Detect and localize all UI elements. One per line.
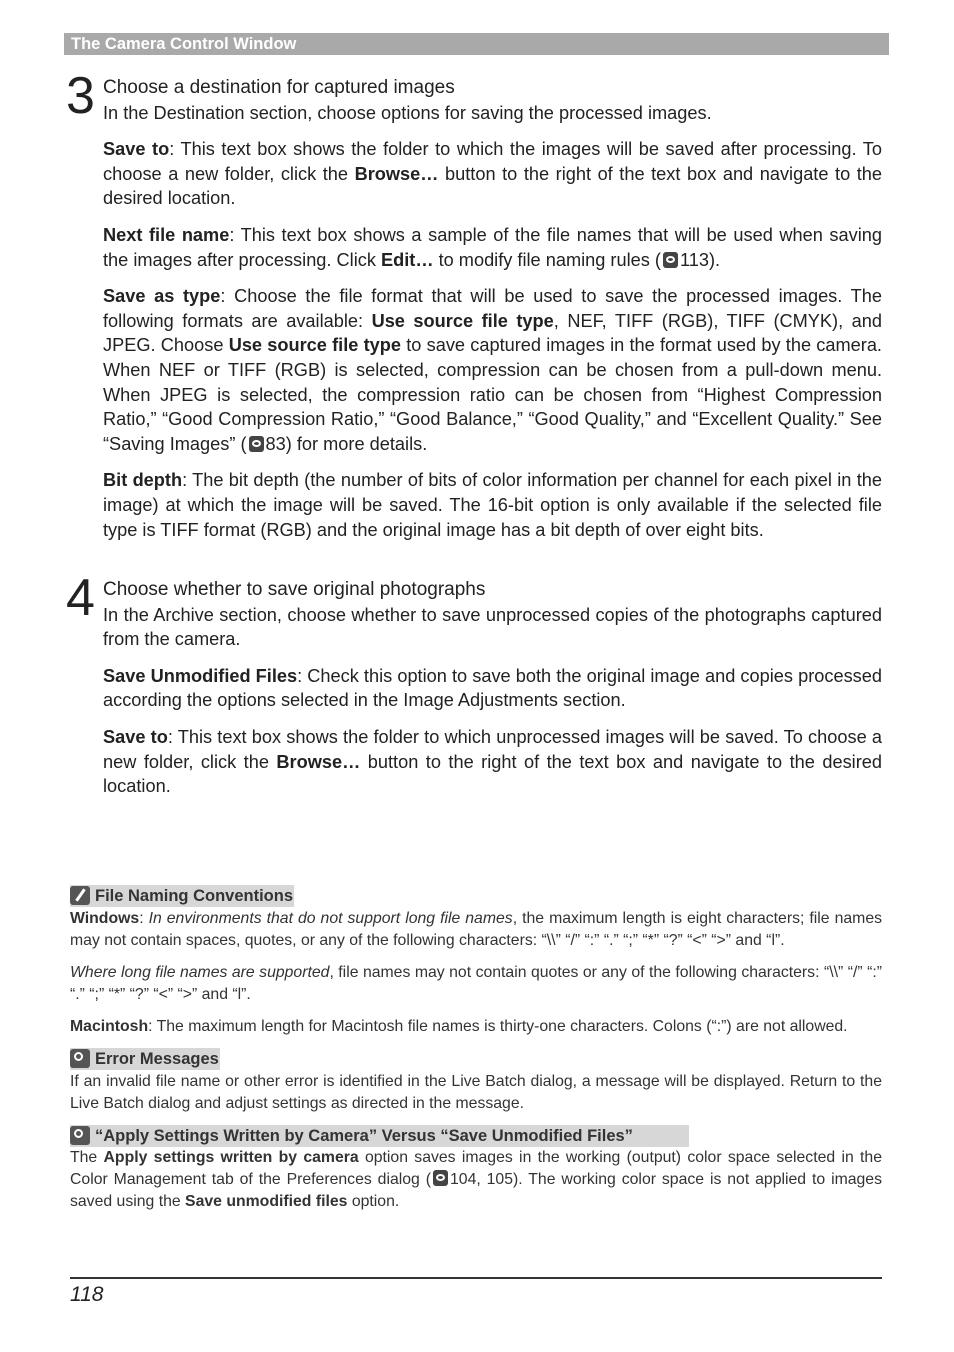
page-reference-icon bbox=[433, 1170, 448, 1186]
step-3 bbox=[66, 67, 886, 554]
save-unmodified-label: Save Unmodified Files bbox=[103, 665, 298, 686]
page-reference: 104, 105 bbox=[450, 1171, 514, 1188]
macintosh-paragraph: Macintosh: The maximum length for Macintosh file names is thirty-one characters. Colons (“:”) are not allowed. bbox=[70, 1018, 848, 1035]
note-heading: Error Messages bbox=[70, 1048, 220, 1070]
notes-section bbox=[70, 885, 882, 1223]
file-naming-note bbox=[70, 885, 882, 1038]
page-reference-icon bbox=[249, 436, 264, 452]
step-title: Choose a destination for captured images bbox=[103, 77, 455, 98]
next-file-name-paragraph: Next file name: This text box shows a sample of the file names that will be used when saving the images after processing. Click Edit… to modify file naming rules ( 113). bbox=[103, 224, 882, 270]
bit-depth-label: Bit depth bbox=[103, 470, 183, 491]
save-to-label: Save to bbox=[103, 139, 170, 160]
browse-button-ref: Browse… bbox=[276, 751, 361, 772]
page-reference: 113 bbox=[679, 249, 709, 270]
save-to-paragraph: Save to: This text box shows the folder to which the images will be saved after processing. To choose a new folder, click the Browse… button to the right of the text box and navigate to the desired location. bbox=[103, 139, 883, 209]
apply-settings-note bbox=[70, 1125, 882, 1213]
step-title: Choose whether to save original photographs bbox=[103, 579, 486, 600]
edit-button-ref: Edit… bbox=[380, 249, 434, 270]
apply-settings-text: The Apply settings written by camera option saves images in the working (output) color space selected in the Color Management tab of the Preferences dialog ( 104, 105). The working color space is not applied to images saved using the Save unmodified files option. bbox=[70, 1149, 882, 1210]
save-as-type-label: Save as type bbox=[103, 286, 221, 307]
step-number: 4 bbox=[66, 569, 95, 627]
windows-paragraph: Windows: In environments that do not support long file names, the maximum length is eight characters; file names may not contain spaces, quotes, or any of the following characters: “\\” “/” “:” “.” “;” “*” “?” “<” “>” and “l”. bbox=[70, 910, 883, 949]
step-intro: In the Destination section, choose options for saving the processed images. bbox=[103, 102, 712, 123]
save-to-paragraph: Save to: This text box shows the folder to which unprocessed images will be saved. To choose a new folder, click the Browse… button to the right of the text box and navigate to the desired location. bbox=[103, 726, 882, 797]
error-messages-text: If an invalid file name or other error is identified in the Live Batch dialog, a message will be displayed. Return to the Live Batch dialog and adjust settings as directed in the message. bbox=[70, 1073, 882, 1112]
save-unmodified-paragraph: Save Unmodified Files: Check this option to save both the original image and copies processed according the options selected in the Image Adjustments section. bbox=[103, 665, 882, 711]
page-reference: 83 bbox=[265, 433, 286, 454]
magnifier-icon bbox=[70, 1126, 90, 1145]
section-header-title: The Camera Control Window bbox=[71, 35, 297, 53]
bit-depth-paragraph: Bit depth: The bit depth (the number of bits of color information per channel for each pixel in the image) at which the image will be saved. The 16-bit option is only available if the selected file type is TIFF format (RGB) and the original image has a bit depth of over eight bits. bbox=[103, 470, 882, 540]
note-heading: “Apply Settings Written by Camera” Versus “Save Unmodified Files” bbox=[70, 1125, 689, 1147]
save-as-type-paragraph: Save as type: Choose the file format that will be used to save the processed images. The following formats are available: Use source file type, NEF, TIFF (RGB), TIFF (CMYK), and JPEG. Choose Use source file type to save captured images in the format used by the camera. When NEF or TIFF (RGB) is selected, compression can be chosen from a pull-down menu. When JPEG is selected, the compression ratio can be chosen from “Highest Compression Ratio,” “Good Compression Ratio,” “Good Balance,” “Good Quality,” and “Excellent Quality.” See “Saving Images” ( 83) for more details. bbox=[103, 286, 883, 454]
pencil-icon bbox=[70, 886, 90, 905]
section-header-bar bbox=[64, 33, 889, 55]
footer-rule bbox=[70, 1277, 882, 1279]
page-number: 118 bbox=[70, 1283, 104, 1306]
save-to-label: Save to bbox=[103, 726, 168, 747]
magnifier-icon bbox=[70, 1049, 90, 1068]
step-intro: In the Archive section, choose whether to save unprocessed copies of the photographs captured from the camera. bbox=[103, 604, 882, 650]
error-messages-note bbox=[70, 1048, 882, 1115]
browse-button-ref: Browse… bbox=[354, 163, 439, 184]
long-names-paragraph: Where long file names are supported, file names may not contain quotes or any of the following characters: “\\” “/” “:” “.” “;” “*” “?” “<” “>” and “l”. bbox=[70, 964, 882, 1003]
step-number: 3 bbox=[66, 67, 95, 125]
note-heading: File Naming Conventions bbox=[70, 885, 294, 907]
page-reference-icon bbox=[663, 252, 678, 268]
next-file-name-label: Next file name bbox=[103, 224, 230, 245]
step-4 bbox=[66, 569, 886, 811]
